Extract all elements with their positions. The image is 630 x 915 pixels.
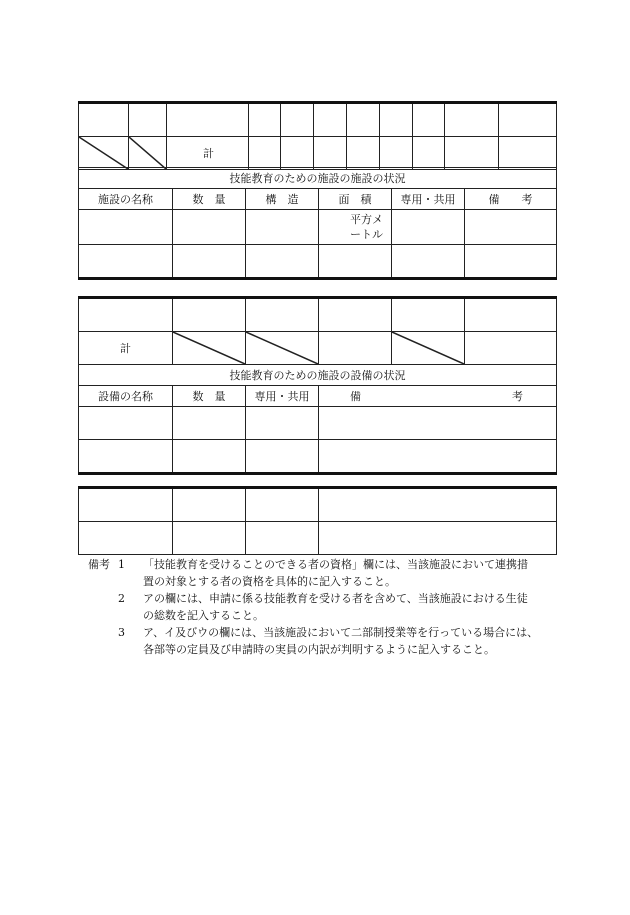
- cell[interactable]: [281, 137, 314, 170]
- cell[interactable]: [413, 137, 445, 170]
- cell[interactable]: [173, 298, 246, 332]
- header-remarks: 備 考: [465, 189, 557, 210]
- note-text: 「技能教育を受けることのできる者の資格」欄には、当該施設において連携措: [143, 558, 528, 571]
- diagonal-cell: [246, 332, 319, 365]
- cell[interactable]: [246, 488, 319, 522]
- cell[interactable]: [319, 440, 557, 474]
- section-title: 技能教育のための施設の施設の状況: [79, 168, 557, 189]
- note-number: 2: [118, 592, 125, 605]
- header-remarks: [319, 386, 557, 407]
- cell[interactable]: [249, 137, 281, 170]
- diagonal-cell: [173, 332, 246, 365]
- note-text: 各部等の定員及び申請時の実員の内訳が判明するように記入すること。: [143, 643, 495, 656]
- cell[interactable]: [79, 103, 129, 137]
- cell[interactable]: [499, 137, 557, 170]
- diagonal-cell: [79, 137, 129, 170]
- cell[interactable]: [173, 488, 246, 522]
- cell[interactable]: [319, 332, 392, 365]
- cell[interactable]: [314, 137, 347, 170]
- cell[interactable]: [246, 440, 319, 474]
- cell[interactable]: [246, 245, 319, 279]
- header-structure: 構 造: [246, 189, 319, 210]
- cell[interactable]: [499, 103, 557, 137]
- equipment-table-continued: [78, 486, 557, 555]
- cell[interactable]: [246, 298, 319, 332]
- header-remarks-part1: 備: [350, 390, 361, 403]
- header-name: 施設の名称: [79, 189, 173, 210]
- total-label: 計: [79, 332, 173, 365]
- notes: [88, 556, 560, 658]
- cell[interactable]: [319, 488, 557, 522]
- cell[interactable]: [79, 522, 173, 555]
- cell[interactable]: [319, 298, 392, 332]
- cell[interactable]: [281, 103, 314, 137]
- facility-table: [78, 101, 557, 170]
- cell[interactable]: [413, 103, 445, 137]
- note-text: の総数を記入すること。: [143, 609, 264, 622]
- cell[interactable]: [246, 407, 319, 440]
- cell[interactable]: [173, 210, 246, 245]
- cell[interactable]: [246, 210, 319, 245]
- cell[interactable]: [79, 407, 173, 440]
- cell[interactable]: [347, 137, 380, 170]
- cell[interactable]: [173, 407, 246, 440]
- header-shared: 専用・共用: [246, 386, 319, 407]
- cell[interactable]: [465, 298, 557, 332]
- cell[interactable]: [79, 245, 173, 279]
- cell[interactable]: [246, 522, 319, 555]
- cell[interactable]: [465, 210, 557, 245]
- section-title: 技能教育のための施設の設備の状況: [79, 365, 557, 386]
- cell[interactable]: [392, 210, 465, 245]
- header-remarks-part2: 考: [512, 390, 523, 403]
- cell[interactable]: [392, 245, 465, 279]
- diagonal-cell: [392, 332, 465, 365]
- header-shared: 専用・共用: [392, 189, 465, 210]
- cell[interactable]: [319, 245, 392, 279]
- cell[interactable]: [465, 332, 557, 365]
- area-cell[interactable]: [319, 210, 392, 245]
- note-text: ア、イ及びウの欄には、当該施設において二部制授業等を行っている場合には、: [143, 626, 539, 639]
- cell[interactable]: [173, 522, 246, 555]
- cell[interactable]: [347, 103, 380, 137]
- header-equipment-name: 設備の名称: [79, 386, 173, 407]
- cell[interactable]: [319, 522, 557, 555]
- facility-status-table: [78, 167, 557, 280]
- header-quantity: 数 量: [173, 386, 246, 407]
- diagonal-cell: [129, 137, 167, 170]
- cell[interactable]: [79, 488, 173, 522]
- note-number: 3: [118, 626, 125, 639]
- cell[interactable]: [445, 103, 499, 137]
- cell[interactable]: [314, 103, 347, 137]
- note-text: アの欄には、申請に係る技能教育を受ける者を含めて、当該施設における生徒: [143, 592, 528, 605]
- cell[interactable]: [79, 298, 173, 332]
- cell[interactable]: [319, 407, 557, 440]
- cell[interactable]: [465, 245, 557, 279]
- header-quantity: 数 量: [173, 189, 246, 210]
- cell[interactable]: [445, 137, 499, 170]
- cell[interactable]: [173, 245, 246, 279]
- header-area: 面 積: [319, 189, 392, 210]
- notes-label: 備考: [88, 558, 110, 571]
- cell[interactable]: [249, 103, 281, 137]
- cell[interactable]: [380, 103, 413, 137]
- cell[interactable]: [380, 137, 413, 170]
- note-number: 1: [118, 558, 125, 571]
- cell[interactable]: [173, 440, 246, 474]
- total-label: 計: [167, 137, 249, 170]
- cell[interactable]: [167, 103, 249, 137]
- equipment-table: [78, 296, 557, 475]
- cell[interactable]: [79, 440, 173, 474]
- note-text: 置の対象とする者の資格を具体的に記入すること。: [143, 575, 396, 588]
- cell[interactable]: [129, 103, 167, 137]
- cell[interactable]: [79, 210, 173, 245]
- cell[interactable]: [392, 298, 465, 332]
- area-unit: 平方メートル: [350, 213, 383, 241]
